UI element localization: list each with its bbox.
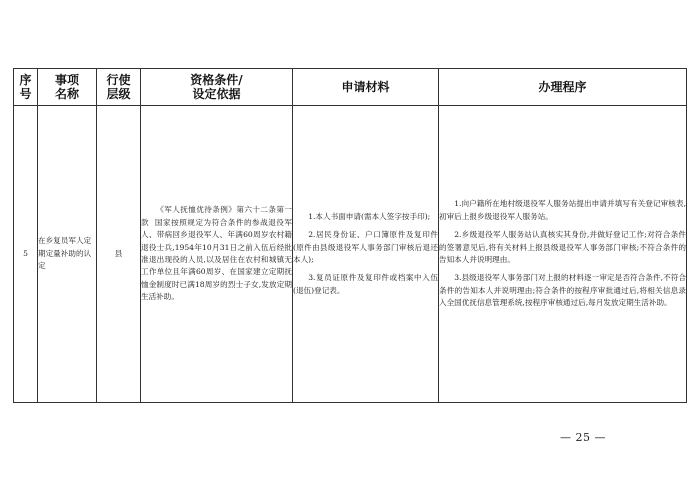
header-index: 序 号 xyxy=(14,69,38,106)
materials-item-2: 2.居民身份证、户口簿原件及复印件(原件由县级退役军人事务部门审核后退还本人); xyxy=(293,230,438,264)
cell-qualification-basis xyxy=(141,106,293,403)
materials-item-1: 1.本人书面申请(需本人签字按手印); xyxy=(308,211,431,221)
table-header-row xyxy=(14,69,687,106)
cell-index: 5 xyxy=(14,106,38,403)
items-table xyxy=(13,68,687,403)
procedure-step-1: 1.向户籍所在地村级退役军人服务站提出申请并填写有关登记审核表,初审后上报乡级退役军人服务站。 xyxy=(439,199,686,221)
cell-application-materials xyxy=(293,106,439,403)
header-application-materials: 申请材料 xyxy=(293,69,439,106)
cell-level: 县 xyxy=(97,106,141,403)
materials-item-3: 3.复员证原件及复印件或档案中入伍(退伍)登记表。 xyxy=(293,273,438,295)
cell-item-name: 在乡复员军人定期定量补助的认定 xyxy=(38,106,97,403)
basis-text: 《军人抚恤优待条例》第六十二条第一款 国家按照规定为符合条件的参战退役军人、带病回乡退役军人、年满60周岁农村籍退役士兵,1954年10月31日之前入伍后经批准退出现役的人员,以及居住在农村和城镇无工作单位且年满60周岁、在国家建立定期抚恤金制度时已满18周岁的烈士子女,发放定期生活补助。 xyxy=(141,205,292,302)
procedure-step-3: 3.县级退役军人事务部门对上报的材料逐一审定是否符合条件,不符合条件的告知本人并说明理由;符合条件的按程序审批通过后,将相关信息录入全国优抚信息管理系统,按程序审核通过后,每月发放定期生活补助。 xyxy=(439,273,686,308)
cell-procedure xyxy=(439,106,687,403)
page-number: — 25 — xyxy=(560,431,606,444)
table-row xyxy=(14,106,687,403)
header-level: 行使 层级 xyxy=(97,69,141,106)
header-procedure: 办理程序 xyxy=(439,69,687,106)
header-item-name: 事项 名称 xyxy=(38,69,97,106)
procedure-step-2: 2.乡级退役军人服务站认真核实其身份,并做好登记工作;对符合条件的签署意见后,将有关材料上报县级退役军人事务部门审核;不符合条件的告知本人并说明理由。 xyxy=(439,230,686,264)
header-qualification-basis: 资格条件/ 设定依据 xyxy=(141,69,293,106)
